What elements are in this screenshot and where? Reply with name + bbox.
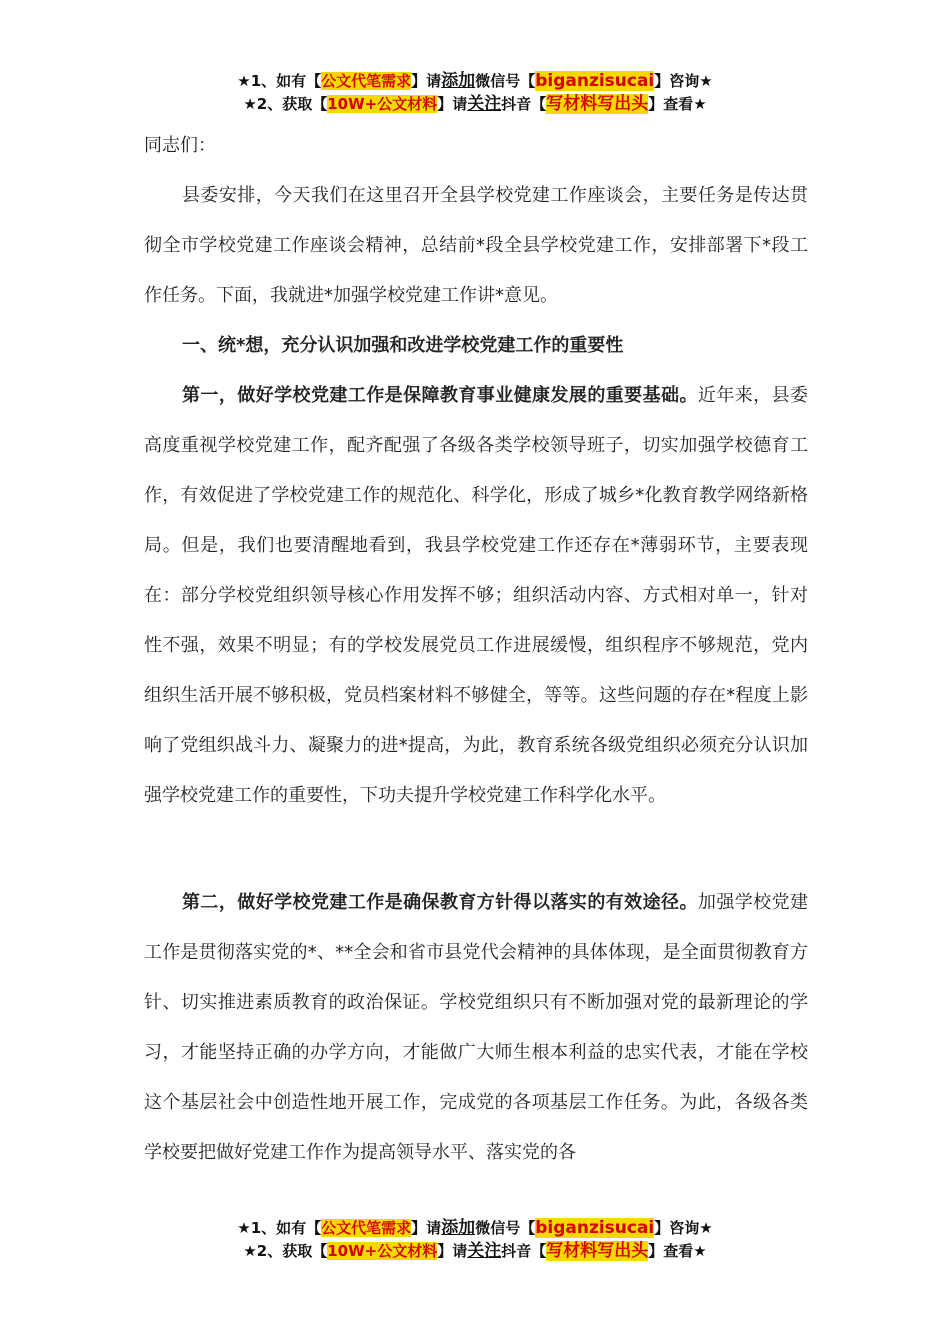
footer-1-underlined: 添加: [441, 1218, 476, 1238]
footer-banner-line-1: [0, 1217, 950, 1240]
header-banner: [0, 70, 950, 116]
footer-2-underlined: 关注: [467, 1241, 502, 1261]
banner-1-prefix: ★1、如有【: [237, 72, 322, 90]
footer-1-text-2: 微信号【: [475, 1219, 536, 1237]
banner-1-underlined: 添加: [441, 71, 476, 91]
footer-banner: [0, 1217, 950, 1263]
banner-2-text-2: 抖音【: [501, 95, 547, 113]
footer-1-highlight-wechat: biganzisucai: [535, 1218, 655, 1238]
banner-2-highlight-materials: 10W+公文材料: [327, 95, 438, 113]
banner-1-text: 】请: [411, 72, 442, 90]
footer-banner-line-2: [0, 1240, 950, 1263]
banner-1-highlight-wechat: biganzisucai: [535, 71, 655, 91]
paragraph-1-lead: 第一，做好学校党建工作是保障教育事业健康发展的重要基础。: [182, 385, 698, 406]
banner-line-2: [0, 93, 950, 116]
footer-2-text-2: 抖音【: [501, 1242, 547, 1260]
banner-2-prefix: ★2、获取【: [243, 95, 328, 113]
footer-1-highlight-service: 公文代笔需求: [321, 1219, 412, 1237]
banner-2-text: 】请: [437, 95, 468, 113]
intro-paragraph: 县委安排，今天我们在这里召开全县学校党建工作座谈会，主要任务是传达贯彻全市学校党建工作座谈会精神，总结前*段全县学校党建工作，安排部署下*段工作任务。下面，我就进*加强学校党建工作讲*意见。: [144, 185, 808, 306]
banner-2-suffix: 】查看★: [648, 95, 707, 113]
footer-2-highlight-materials: 10W+公文材料: [327, 1242, 438, 1260]
banner-1-text-2: 微信号【: [475, 72, 536, 90]
banner-2-highlight-douyin: 写材料写出头: [546, 94, 649, 114]
paragraph-1-text: 近年来，县委高度重视学校党建工作，配齐配强了各级各类学校领导班子，切实加强学校德育工作，有效促进了学校党建工作的规范化、科学化，形成了城乡*化教育教学网络新格局。但是，我们也要清醒地看到，我县学校党建工作还存在*薄弱环节，主要表现在：部分学校党组织领导核心作用发挥不够；组织活动内容、方式相对单一，针对性不强，效果不明显；有的学校发展党员工作进展缓慢，组织程序不够规范，党内组织生活开展不够积极，党员档案材料不够健全，等等。这些问题的存在*程度上影响了党组织战斗力、凝聚力的进*提高，为此，教育系统各级党组织必须充分认识加强学校党建工作的重要性，下功夫提升学校党建工作科学化水平。: [144, 385, 809, 806]
paragraph-2: [144, 878, 808, 1178]
banner-line-1: [0, 70, 950, 93]
paragraph-2-lead: 第二，做好学校党建工作是确保教育方针得以落实的有效途径。: [182, 892, 698, 913]
footer-2-text: 】请: [437, 1242, 468, 1260]
banner-2-underlined: 关注: [467, 94, 502, 114]
section-heading-1: 一、统*想，充分认识加强和改进学校党建工作的重要性: [182, 335, 624, 356]
footer-2-highlight-douyin: 写材料写出头: [546, 1241, 649, 1261]
banner-1-suffix: 】咨询★: [654, 72, 713, 90]
greeting: 同志们：: [144, 135, 216, 156]
footer-2-prefix: ★2、获取【: [243, 1242, 328, 1260]
paragraph-1: [144, 371, 808, 821]
footer-1-suffix: 】咨询★: [654, 1219, 713, 1237]
banner-1-highlight-service: 公文代笔需求: [321, 72, 412, 90]
footer-1-text: 】请: [411, 1219, 442, 1237]
footer-2-suffix: 】查看★: [648, 1242, 707, 1260]
document-body-part-1: [144, 171, 808, 821]
footer-1-prefix: ★1、如有【: [237, 1219, 322, 1237]
document-body-part-2: [144, 878, 808, 1178]
greeting-block: [144, 121, 808, 171]
paragraph-2-text: 加强学校党建工作是贯彻落实党的*、**全会和省市县党代会精神的具体体现，是全面贯彻教育方针、切实推进素质教育的政治保证。学校党组织只有不断加强对党的最新理论的学习，才能坚持正确的办学方向，才能做广大师生根本利益的忠实代表，才能在学校这个基层社会中创造性地开展工作，完成党的各项基层工作任务。为此，各级各类学校要把做好党建工作作为提高领导水平、落实党的各: [144, 892, 809, 1163]
